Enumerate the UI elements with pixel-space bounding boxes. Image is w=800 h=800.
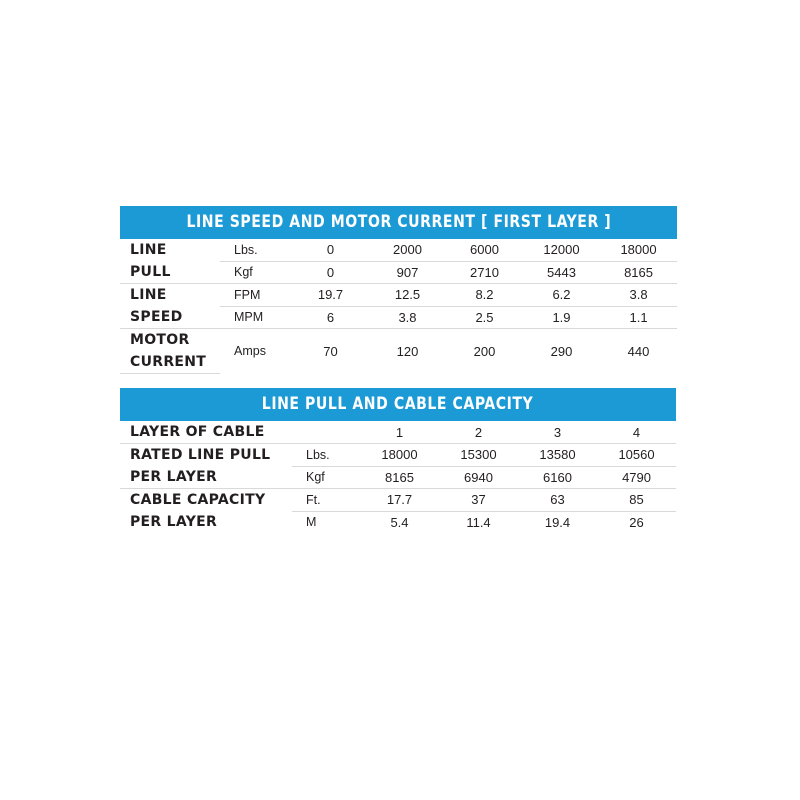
row-label: LINE	[130, 287, 167, 303]
table-row	[120, 329, 677, 352]
row-unit: MPM	[220, 306, 292, 329]
cell-value: 26	[629, 514, 644, 530]
table-row	[120, 261, 677, 284]
table-1-header-row	[120, 206, 677, 239]
row-label: SPEED	[120, 306, 220, 329]
cell-value: 0	[292, 239, 369, 261]
row-label: CURRENT	[120, 351, 220, 374]
row-unit	[292, 421, 360, 444]
table-1-title: LINE SPEED AND MOTOR CURRENT [ FIRST LAYER ]	[120, 206, 677, 239]
table-row	[120, 444, 676, 467]
cell-value: 3.8	[369, 306, 446, 329]
table-spacer	[120, 374, 676, 388]
cell-value: 18000	[600, 239, 677, 261]
cell-value: 5.4	[390, 514, 409, 530]
row-label: RATED LINE PULL	[130, 447, 271, 463]
cell-value: 6000	[446, 239, 523, 261]
cell-value: 4	[597, 421, 676, 444]
row-unit: FPM	[220, 284, 292, 307]
row-unit: Ft.	[292, 489, 360, 512]
cell-value: 6160	[518, 466, 597, 489]
row-unit: Amps	[234, 344, 266, 359]
cell-value: 6.2	[523, 284, 600, 307]
row-unit: M	[306, 515, 317, 530]
row-label: MOTOR	[130, 332, 190, 348]
cell-value: 2.5	[446, 306, 523, 329]
table-row	[120, 511, 676, 533]
cell-value: 440	[627, 343, 650, 359]
row-label: PER LAYER	[130, 514, 218, 530]
cell-value: 11.4	[466, 514, 491, 530]
cell-value: 1	[360, 421, 439, 444]
tables-container	[120, 206, 676, 533]
row-unit: Lbs.	[220, 239, 292, 261]
cell-value: 120	[396, 343, 419, 359]
row-label: PER LAYER	[120, 466, 292, 489]
cell-value: 2710	[446, 261, 523, 284]
cell-value: 13580	[518, 444, 597, 467]
cell-value: 0	[292, 261, 369, 284]
cell-value: 19.4	[544, 514, 571, 530]
cell-value: 200	[473, 343, 496, 359]
table-row	[120, 306, 677, 329]
line-speed-motor-current-table	[120, 206, 677, 374]
cell-value: 19.7	[292, 284, 369, 307]
cell-value: 3	[518, 421, 597, 444]
row-unit: Kgf	[220, 261, 292, 284]
table-row	[120, 489, 676, 512]
row-unit: Kgf	[292, 466, 360, 489]
cell-value: 37	[439, 489, 518, 512]
cell-value: 70	[323, 343, 338, 359]
cell-value: 1.9	[523, 306, 600, 329]
line-pull-cable-capacity-table	[120, 388, 676, 533]
table-2-header-row	[120, 388, 676, 421]
table-2-title: LINE PULL AND CABLE CAPACITY	[120, 388, 676, 421]
cell-value: 15300	[439, 444, 518, 467]
cell-value: 12.5	[369, 284, 446, 307]
cell-value: 17.7	[360, 489, 439, 512]
cell-value: 8165	[600, 261, 677, 284]
cell-value: 5443	[523, 261, 600, 284]
cell-value: 8165	[360, 466, 439, 489]
cell-value: 8.2	[446, 284, 523, 307]
cell-value: 63	[518, 489, 597, 512]
cell-value: 2000	[369, 239, 446, 261]
cell-value: 907	[369, 261, 446, 284]
row-label: LINE	[130, 242, 167, 258]
table-row	[120, 466, 676, 489]
cell-value: 2	[439, 421, 518, 444]
row-label: LAYER OF CABLE	[120, 421, 292, 444]
cell-value: 10560	[597, 444, 676, 467]
cell-value: 3.8	[600, 284, 677, 307]
cell-value: 4790	[597, 466, 676, 489]
cell-value: 1.1	[600, 306, 677, 329]
cell-value: 12000	[523, 239, 600, 261]
cell-value: 290	[550, 343, 573, 359]
cell-value: 6	[292, 306, 369, 329]
table-row	[120, 239, 677, 261]
table-row	[120, 421, 676, 444]
row-label: CABLE CAPACITY	[130, 492, 266, 508]
table-row	[120, 284, 677, 307]
cell-value: 18000	[360, 444, 439, 467]
cell-value: 85	[597, 489, 676, 512]
row-label: PULL	[120, 261, 220, 284]
row-unit: Lbs.	[292, 444, 360, 467]
cell-value: 6940	[439, 466, 518, 489]
